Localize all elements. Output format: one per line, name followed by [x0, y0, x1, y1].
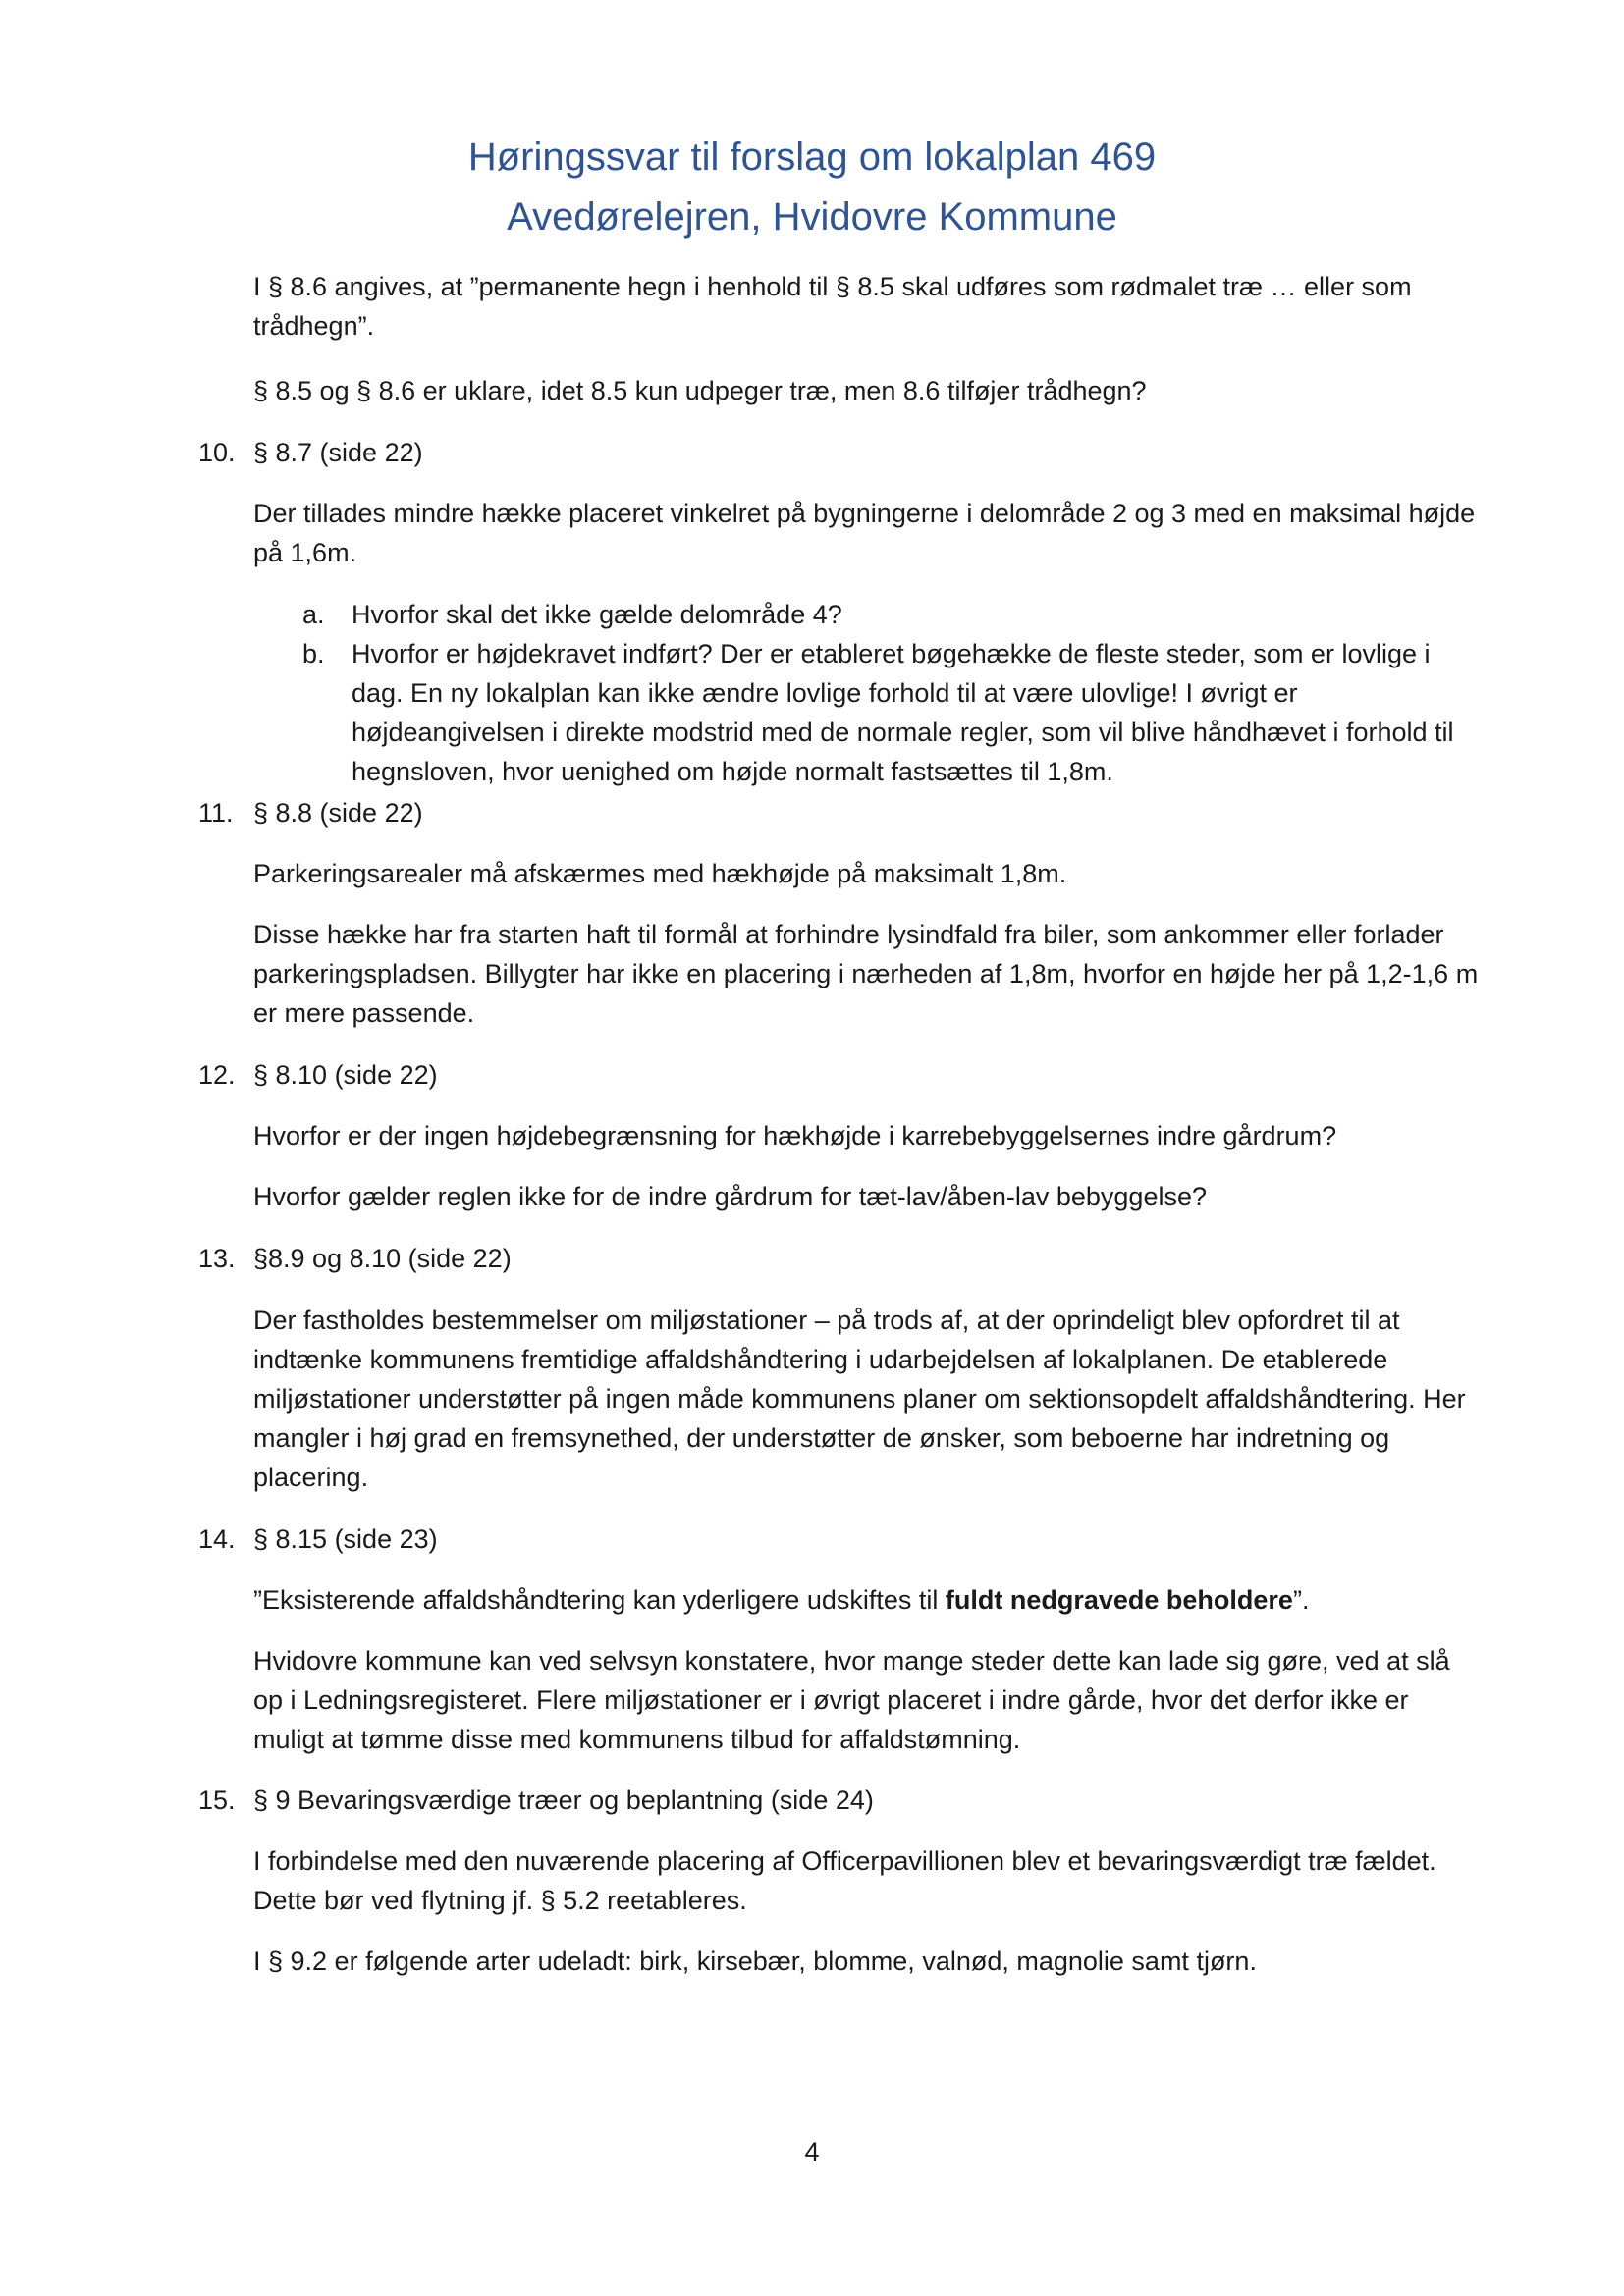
item-14-paragraph-2: Hvidovre kommune kan ved selvsyn konstatere, hvor mange steder dette kan lade sig gøre, ved at slå op i Ledningsregisteret. Flere miljøstationer er i øvrigt placeret i indre gårde, hvor det derfor ikke er muligt at tømme disse med kommunens tilbud for affaldstømning.	[253, 1646, 1450, 1754]
item-12-number: 12.	[198, 1060, 236, 1090]
item-10-sub-b-letter: b.	[302, 639, 325, 668]
intro-paragraph-2: § 8.5 og § 8.6 er uklare, idet 8.5 kun udpeger træ, men 8.6 tilføjer trådhegn?	[253, 376, 1147, 405]
item-14-quote-start: ”Eksisterende affaldshåndtering kan yderligere udskiftes til	[253, 1585, 946, 1615]
item-11-paragraph-2: Disse hække har fra starten haft til formål at forhindre lysindfald fra biler, som ankommer eller forlader parkeringspladsen. Billygter har ikke en placering i nærheden af 1,8m, hvorfor en højde her på 1,2-1,6 m er mere passende.	[253, 920, 1479, 1028]
item-10-number: 10.	[198, 438, 236, 467]
item-10-heading: § 8.7 (side 22)	[253, 438, 423, 467]
item-10-sub-a-letter: a.	[302, 600, 325, 629]
item-12-paragraph-2: Hvorfor gælder reglen ikke for de indre gårdrum for tæt-lav/åben-lav bebyggelse?	[253, 1182, 1207, 1211]
document-title-line1: Høringssvar til forslag om lokalplan 469	[467, 135, 1157, 179]
item-10-sub-a-text: Hvorfor skal det ikke gælde delområde 4?	[352, 600, 842, 629]
item-14-quote	[253, 1580, 1481, 1620]
item-10-paragraph-1: Der tillades mindre hække placeret vinkelret på bygningerne i delområde 2 og 3 med en maksimal højde på 1,6m.	[253, 499, 1476, 567]
document-title-line2: Avedørelejren, Hvidovre Kommune	[507, 195, 1117, 239]
item-12-paragraph-1: Hvorfor er der ingen højdebegrænsning for hækhøjde i karrebebyggelsernes indre gårdrum?	[253, 1121, 1337, 1150]
item-10-sub-b-text: Hvorfor er højdekravet indført? Der er etableret bøgehække de fleste steder, som er lovlige i dag. En ny lokalplan kan ikke ændre lovlige forhold til at være ulovlige! I øvrigt er højdeangivelsen i direkte modstrid med de normale regler, som vil blive håndhævet i forhold til hegnsloven, hvor uenighed om højde normalt fastsættes til 1,8m.	[352, 639, 1454, 786]
item-15-paragraph-2: I § 9.2 er følgende arter udeladt: birk, kirsebær, blomme, valnød, magnolie samt tjørn.	[253, 1947, 1257, 1976]
item-15-heading: § 9 Bevaringsværdige træer og beplantning (side 24)	[253, 1786, 874, 1815]
item-11-number: 11.	[198, 798, 234, 828]
item-14-heading: § 8.15 (side 23)	[253, 1524, 438, 1554]
item-13-number: 13.	[198, 1244, 236, 1273]
item-14-quote-bold: fuldt nedgravede beholdere	[945, 1585, 1293, 1615]
item-13-heading: §8.9 og 8.10 (side 22)	[253, 1244, 512, 1273]
item-15-paragraph-1: I forbindelse med den nuværende placering af Officerpavillionen blev et bevaringsværdigt træ fældet. Dette bør ved flytning jf. § 5.2 reetableres.	[253, 1846, 1436, 1915]
item-14-number: 14.	[198, 1524, 236, 1554]
item-11-paragraph-1: Parkeringsarealer må afskærmes med hækhøjde på maksimalt 1,8m.	[253, 859, 1067, 888]
item-14-quote-end: ”.	[1292, 1585, 1310, 1615]
page-number: 4	[804, 2137, 820, 2166]
intro-paragraph-1: I § 8.6 angives, at ”permanente hegn i henhold til § 8.5 skal udføres som rødmalet træ … eller som trådhegn”.	[253, 272, 1412, 341]
item-15-number: 15.	[198, 1786, 236, 1815]
item-12-heading: § 8.10 (side 22)	[253, 1060, 438, 1090]
item-11-heading: § 8.8 (side 22)	[253, 798, 423, 828]
item-13-paragraph-1: Der fastholdes bestemmelser om miljøstationer – på trods af, at der oprindeligt blev opfordret til at indtænke kommunens fremtidige affaldshåndtering i udarbejdelsen af lokalplanen. De etablerede miljøstationer understøtter på ingen måde kommunens planer om sektionsopdelt affaldshåndtering. Her mangler i høj grad en fremsynethed, der understøtter de ønsker, som beboerne har indretning og placering.	[253, 1306, 1466, 1492]
